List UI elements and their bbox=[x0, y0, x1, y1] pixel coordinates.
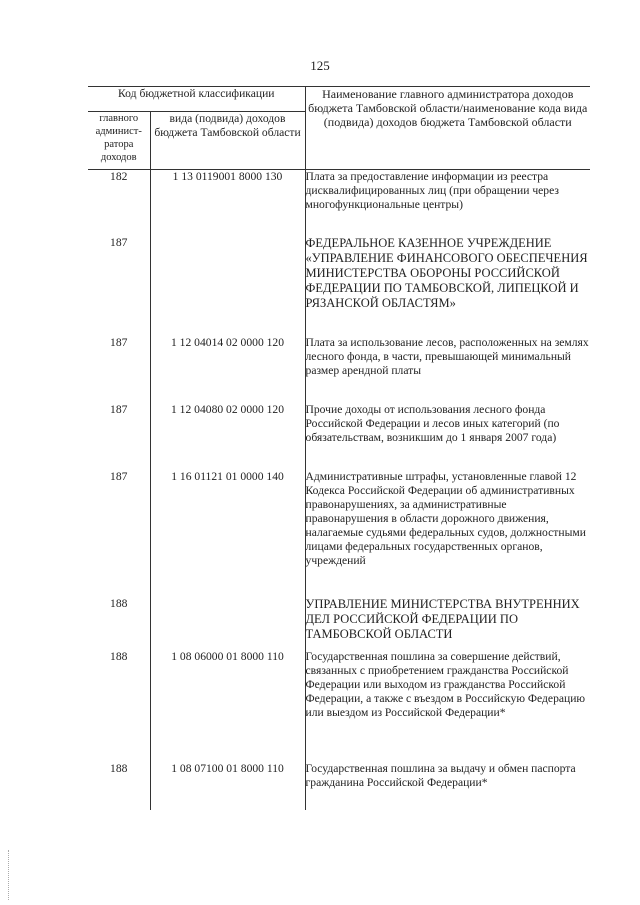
table-row bbox=[88, 597, 590, 650]
admin-code-cell: 188 bbox=[88, 762, 150, 810]
header-code-column: вида (подвида) доходов бюджета Тамбовской области bbox=[150, 112, 305, 170]
name-cell: Прочие доходы от использования лесного фонда Российской Федерации и лесов иных категорий (по обязательствам, возникшим до 1 января 2007 года) bbox=[305, 402, 560, 444]
admin-code-cell: 187 bbox=[88, 336, 150, 403]
table-row bbox=[88, 650, 590, 762]
table-row bbox=[88, 236, 590, 336]
table-row bbox=[88, 762, 590, 810]
income-code-cell: 1 08 07100 01 8000 110 bbox=[150, 762, 305, 810]
header-name-column: Наименование главного администратора доходов бюджета Тамбовской области/наименование кода вида (подвида) доходов бюджета Тамбовской области bbox=[305, 87, 590, 170]
table-row bbox=[88, 170, 590, 236]
admin-code-cell: 188 bbox=[88, 650, 150, 762]
admin-code-cell: 187 bbox=[88, 470, 150, 597]
name-cell: Плата за предоставление информации из реестра дисквалифицированных лиц (при обращении через многофункциональные центры) bbox=[305, 170, 559, 211]
name-cell: Государственная пошлина за выдачу и обмен паспорта гражданина Российской Федерации* bbox=[305, 761, 576, 789]
income-code-cell bbox=[150, 236, 305, 336]
income-code-cell: 1 12 04080 02 0000 120 bbox=[150, 403, 305, 470]
income-code-cell bbox=[150, 597, 305, 650]
table-row bbox=[88, 336, 590, 403]
admin-code-cell: 188 bbox=[88, 597, 150, 650]
income-code-cell: 1 12 04014 02 0000 120 bbox=[150, 336, 305, 403]
name-cell: Административные штрафы, установленные главой 12 Кодекса Российской Федерации об административных правонарушениях, за административные правонарушения в области дорожного движения, налагаемые судьями федеральных судов, должностными лицами федеральных государственных органов, учреждений bbox=[305, 469, 586, 567]
table-row bbox=[88, 403, 590, 470]
budget-classification-table bbox=[88, 86, 590, 810]
header-admin-column: главного админист-ратора доходов bbox=[88, 112, 150, 170]
income-code-cell: 1 08 06000 01 8000 110 bbox=[150, 650, 305, 762]
table-row bbox=[88, 470, 590, 597]
admin-code-cell: 187 bbox=[88, 236, 150, 336]
scan-margin-mark bbox=[8, 850, 10, 900]
admin-code-cell: 187 bbox=[88, 403, 150, 470]
name-cell: Государственная пошлина за совершение действий, связанных с приобретением гражданства Российской Федерации или выходом из гражданства Российской Федерации, а также с въездом в Российскую Федерацию или выездом из Российской Федерации* bbox=[305, 649, 586, 719]
income-code-cell: 1 16 01121 01 0000 140 bbox=[150, 470, 305, 597]
name-cell: Плата за использование лесов, расположенных на землях лесного фонда, в части, превышающей минимальный размер арендной платы bbox=[305, 335, 589, 377]
header-row-group bbox=[88, 87, 590, 112]
admin-code-cell: 182 bbox=[88, 170, 150, 236]
name-cell: УПРАВЛЕНИЕ МИНИСТЕРСТВА ВНУТРЕННИХ ДЕЛ РОССИЙСКОЙ ФЕДЕРАЦИИ ПО ТАМБОВСКОЙ ОБЛАСТИ bbox=[305, 596, 580, 641]
name-cell: ФЕДЕРАЛЬНОЕ КАЗЕННОЕ УЧРЕЖДЕНИЕ «УПРАВЛЕНИЕ ФИНАНСОВОГО ОБЕСПЕЧЕНИЯ МИНИСТЕРСТВА ОБОРОНЫ РОССИЙСКОЙ ФЕДЕРАЦИИ ПО ТАМБОВСКОЙ, ЛИПЕЦКОЙ И РЯЗАНСКОЙ ОБЛАСТЯМ» bbox=[305, 235, 588, 310]
header-group-label: Код бюджетной классификации bbox=[88, 87, 305, 112]
page-number: 125 bbox=[310, 58, 330, 73]
income-code-cell: 1 13 0119001 8000 130 bbox=[150, 170, 305, 236]
